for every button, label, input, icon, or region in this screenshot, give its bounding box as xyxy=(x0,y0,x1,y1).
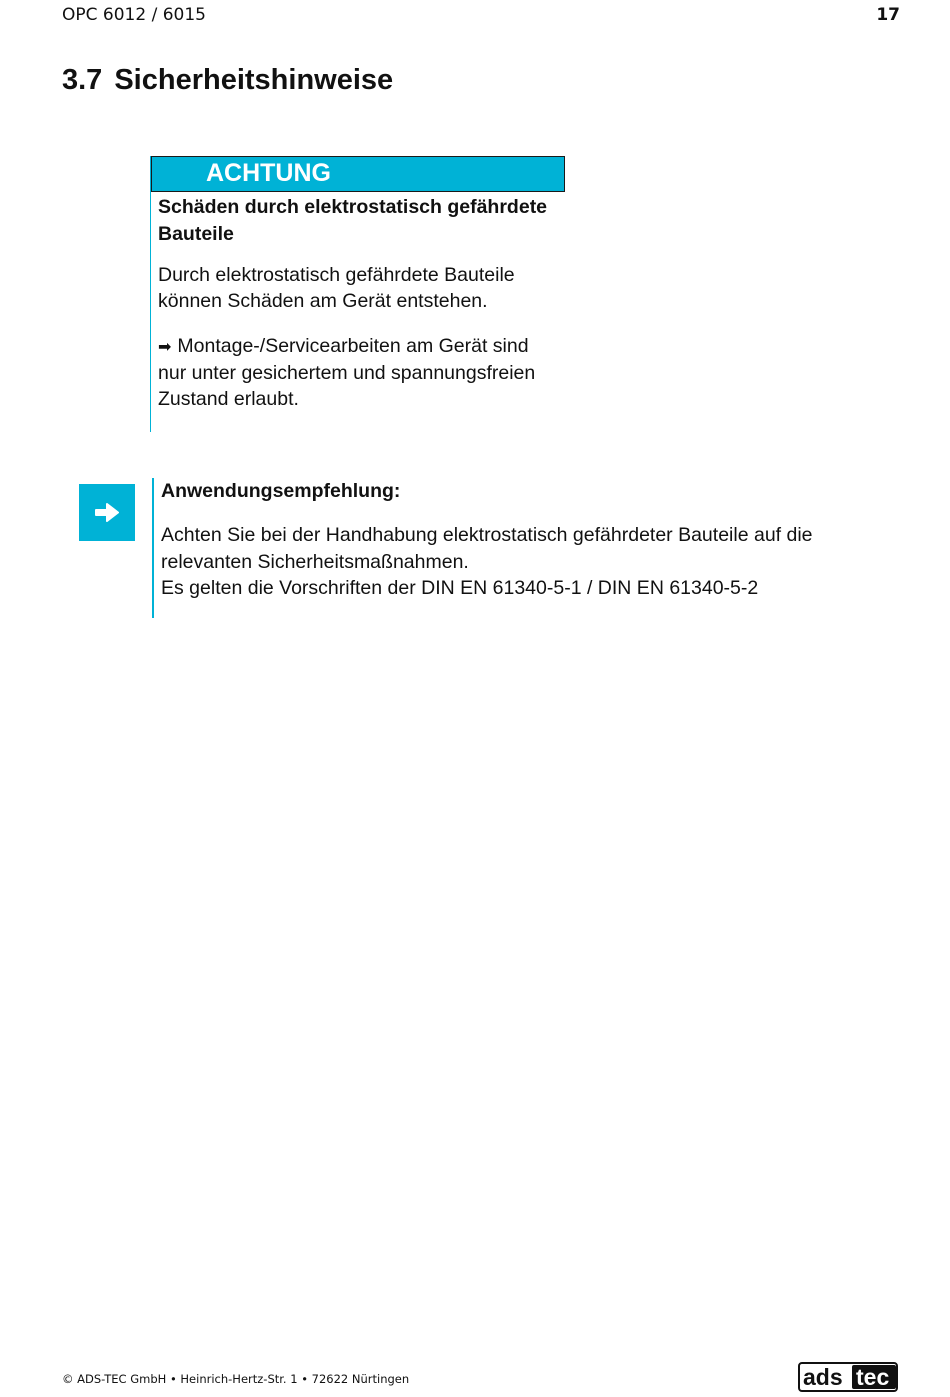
section-heading xyxy=(62,64,393,97)
section-title: Sicherheitshinweise xyxy=(114,64,394,96)
section-number: 3.7 xyxy=(62,64,103,96)
warning-header xyxy=(151,156,565,192)
warning-description: Durch elektrostatisch gefährdete Bauteile können Schäden am Gerät entstehen. xyxy=(158,264,515,312)
page-number: 17 xyxy=(876,5,900,25)
recommendation-box xyxy=(152,478,854,618)
recommendation-text xyxy=(161,522,851,602)
recommendation-icon-box xyxy=(79,484,135,541)
footer-address: © ADS-TEC GmbH • Heinrich-Hertz-Str. 1 • 72622 Nürtingen xyxy=(62,1372,410,1386)
recommendation-title: Anwendungsempfehlung: xyxy=(161,480,401,502)
document-title: OPC 6012 / 6015 xyxy=(62,5,206,25)
warning-label: ACHTUNG xyxy=(206,159,331,187)
warning-box xyxy=(150,156,567,432)
warning-action-text: Montage-/Servicearbeiten am Gerät sind nur unter gesichertem und spannungsfreien Zustand erlaubt. xyxy=(158,335,536,410)
logo-text-tec: tec xyxy=(856,1364,890,1390)
logo-text-ads: ads xyxy=(803,1364,843,1390)
warning-title: Schäden durch elektrostatisch gefährdete Bauteile xyxy=(158,196,548,245)
arrow-right-icon: ➡ xyxy=(158,337,172,356)
recommendation-line-1: Achten Sie bei der Handhabung elektrostatisch gefährdeter Bauteile auf die relevanten Sicherheitsmaßnahmen. xyxy=(161,524,813,573)
ads-tec-logo xyxy=(798,1362,898,1392)
warning-action xyxy=(158,333,558,412)
recommendation-line-2: Es gelten die Vorschriften der DIN EN 61340-5-1 / DIN EN 61340-5-2 xyxy=(161,577,759,599)
arrow-right-icon xyxy=(93,499,121,526)
